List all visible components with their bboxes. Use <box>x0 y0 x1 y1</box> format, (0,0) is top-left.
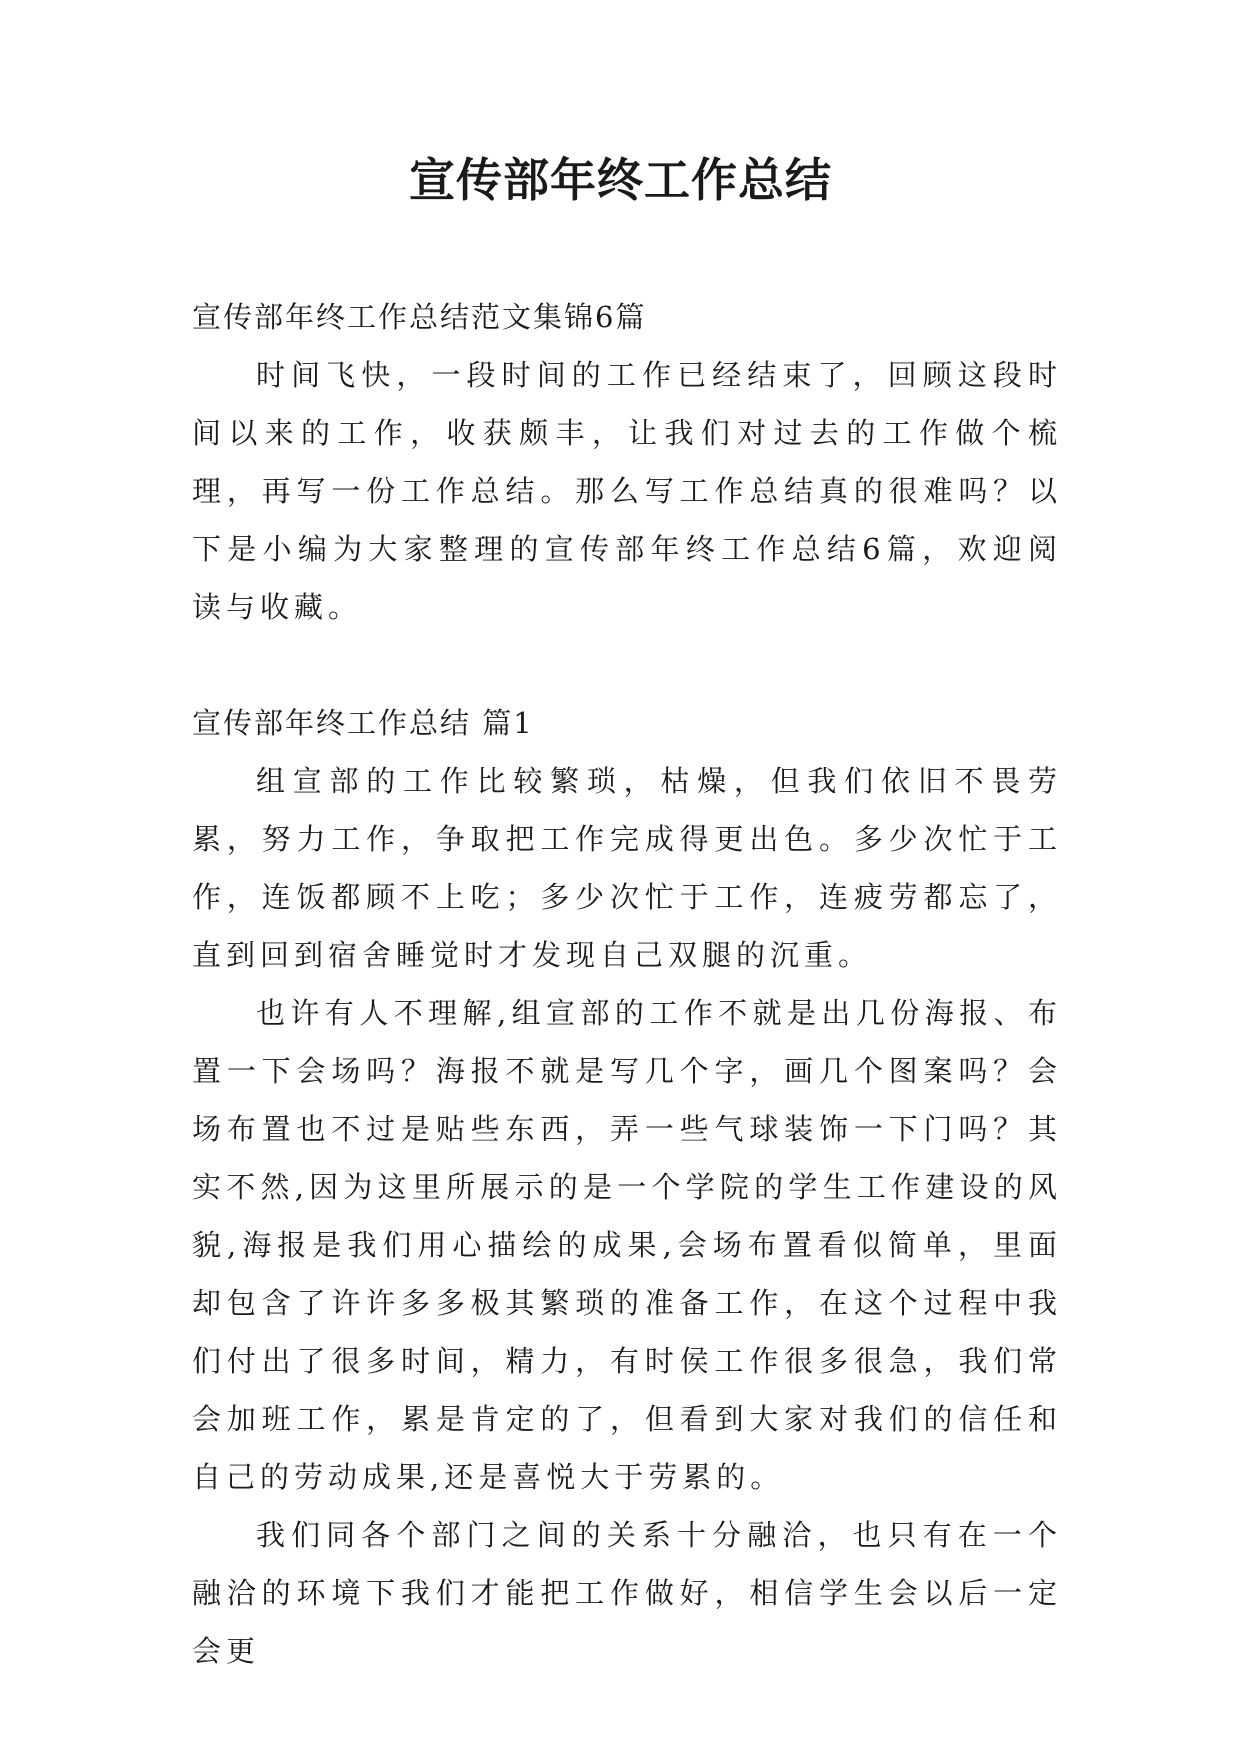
document-body <box>192 288 1062 1680</box>
intro-paragraph: 时间飞快，一段时间的工作已经结束了，回顾这段时间以来的工作，收获颇丰，让我们对过去的工作做个梳理，再写一份工作总结。那么写工作总结真的很难吗？以下是小编为大家整理的宣传部年终工作总结6篇，欢迎阅读与收藏。 <box>192 358 1062 624</box>
document-subtitle: 宣传部年终工作总结范文集锦6篇 <box>192 300 647 334</box>
body-paragraph: 我们同各个部门之间的关系十分融洽，也只有在一个融洽的环境下我们才能把工作做好，相信学生会以后一定会更 <box>192 1518 1062 1668</box>
body-paragraph: 组宣部的工作比较繁琐，枯燥，但我们依旧不畏劳累，努力工作，争取把工作完成得更出色。多少次忙于工作，连饭都顾不上吃；多少次忙于工作，连疲劳都忘了，直到回到宿舍睡觉时才发现自己双腿的沉重。 <box>192 764 1062 972</box>
spacer <box>192 636 1062 694</box>
body-paragraph: 也许有人不理解,组宣部的工作不就是出几份海报、布置一下会场吗？海报不就是写几个字，画几个图案吗？会场布置也不过是贴些东西，弄一些气球装饰一下门吗？其实不然,因为这里所展示的是一个学院的学生工作建设的风貌,海报是我们用心描绘的成果,会场布置看似简单，里面却包含了许许多多极其繁琐的准备工作，在这个过程中我们付出了很多时间，精力，有时侯工作很多很急，我们常会加班工作，累是肯定的了，但看到大家对我们的信任和自己的劳动成果,还是喜悦大于劳累的。 <box>192 996 1062 1494</box>
section-heading: 宣传部年终工作总结 篇1 <box>192 706 534 740</box>
document-title: 宣传部年终工作总结 <box>409 153 832 207</box>
